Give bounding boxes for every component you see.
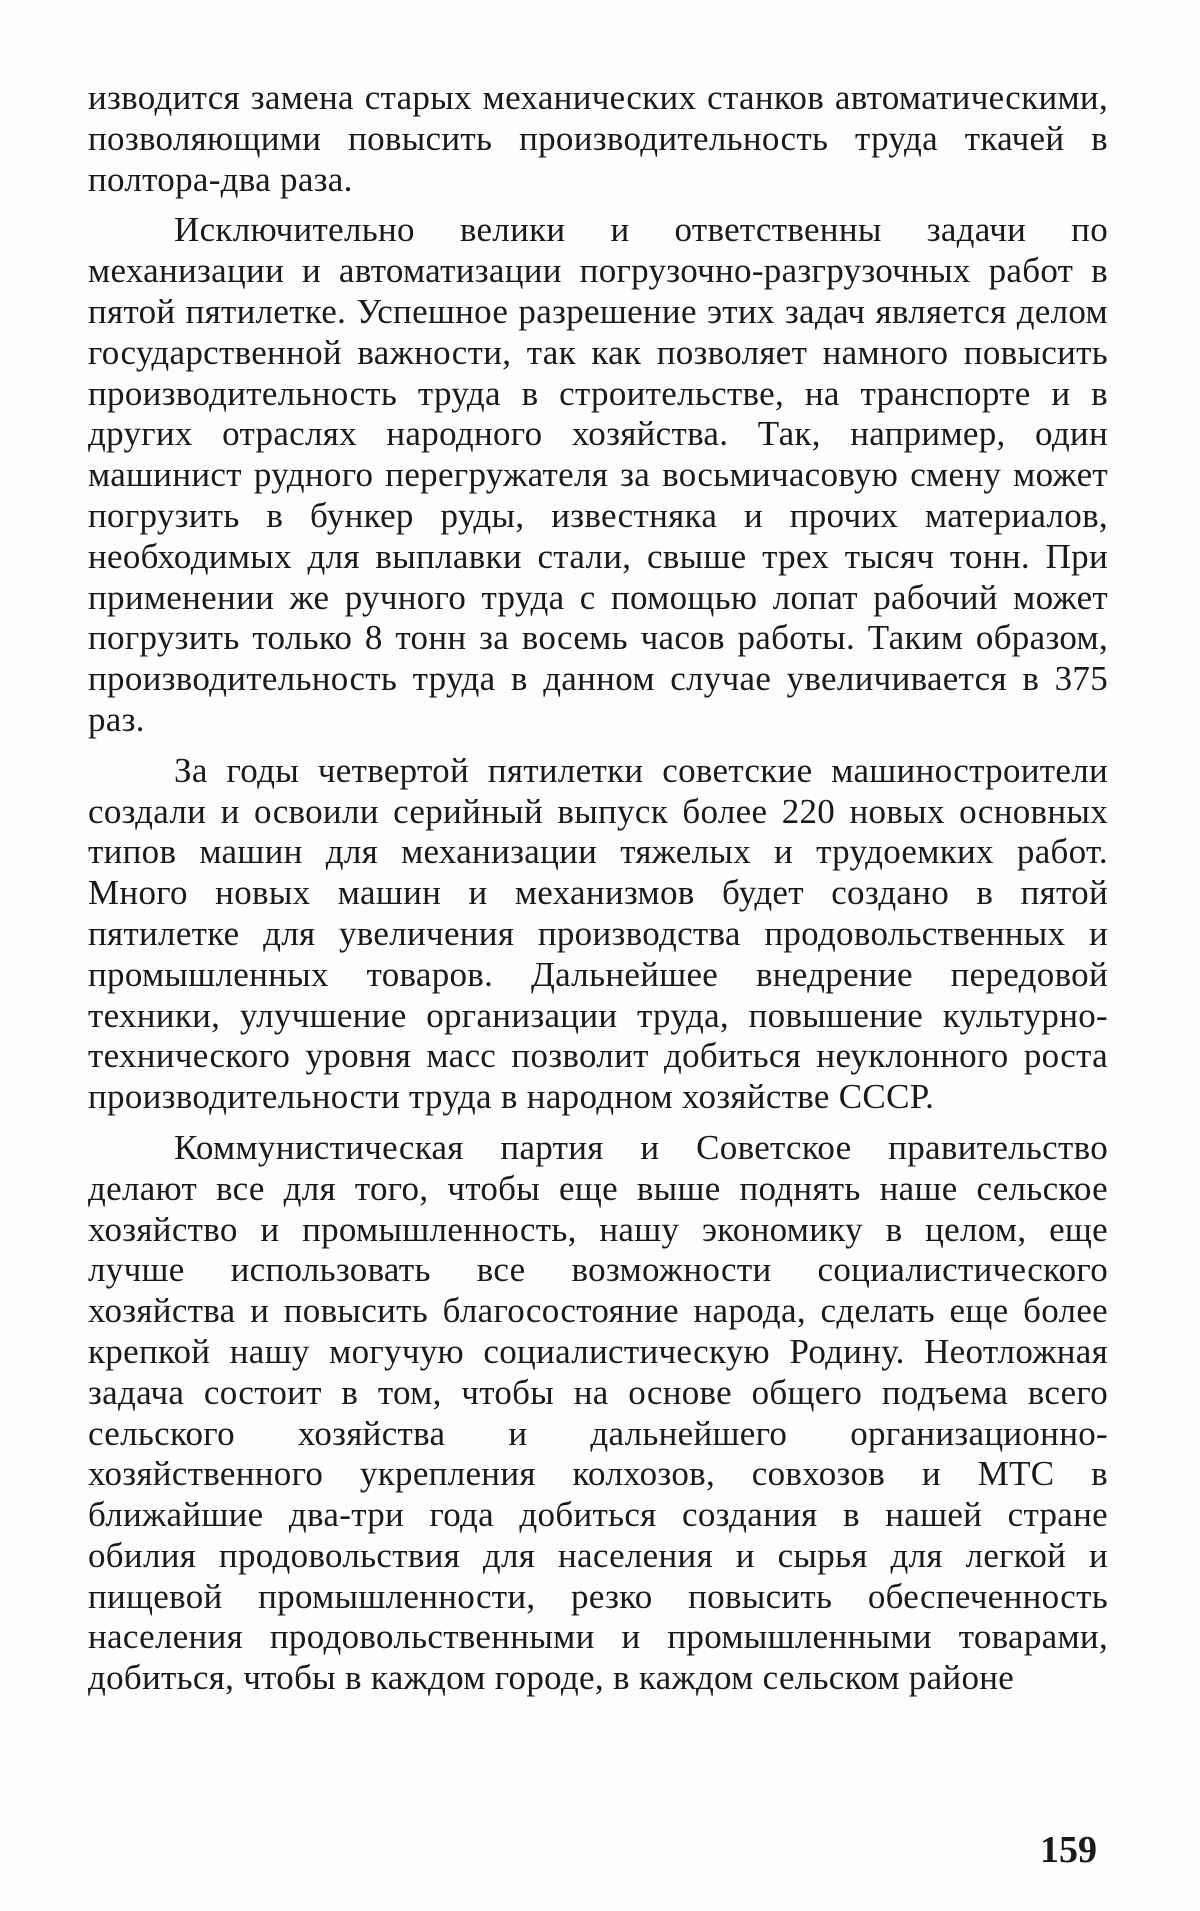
paragraph-mechanization: Исключительно велики и ответственны задачи по механизации и автоматизации погрузочно-разгрузочных работ в пятой пятилетке. Успешное разрешение этих задач является делом государственной важности, так как позволяет намного повысить производительность труда в строительстве, на транспорте и в других отраслях народного хозяйства. Так, например, один машинист рудного перегружателя за восьмичасовую смену может погрузить в бункер руды, известняка и прочих материалов, необходимых для выплавки стали, свыше трех тысяч тонн. При применении же ручного труда с помощью лопат рабочий может погрузить только 8 тонн за восемь часов работы. Таким образом, производительность труда в данном случае увеличивается в 375 раз. [88, 210, 1108, 739]
paragraph-fourth-five-year-plan: За годы четвертой пятилетки советские машиностроители создали и освоили серийный выпуск более 220 новых основных типов машин для механизации тяжелых и трудоемких работ. Много новых машин и механизмов будет создано в пятой пятилетке для увеличения производства продовольственных и промышленных товаров. Дальнейшее внедрение передовой техники, улучшение организации труда, повышение культурно-технического уровня масс позволит добиться неуклонного роста производительности труда в народном хозяйстве СССР. [88, 750, 1108, 1117]
page-number: 159 [1040, 1829, 1097, 1871]
paragraph-communist-party: Коммунистическая партия и Советское правительство делают все для того, чтобы еще выше поднять наше сельское хозяйство и промышленность, нашу экономику в целом, еще лучше использовать все возможности социалистического хозяйства и повысить благосостояние народа, сделать еще более крепкой нашу могучую социалистическую Родину. Неотложная задача состоит в том, чтобы на основе общего подъема всего сельского хозяйства и дальнейшего организационно-хозяйственного укрепления колхозов, совхозов и МТС в ближайшие два-три года добиться создания в нашей стране обилия продовольствия для населения и сырья для легкой и пищевой промышленности, резко повысить обеспеченность населения продовольственными и промышленными товарами, добиться, чтобы в каждом городе, в каждом сельском районе [88, 1127, 1108, 1698]
paragraph-continuation: изводится замена старых механических станков автоматическими, позволяющими повысить производительность труда ткачей в полтора-два раза. [88, 78, 1108, 199]
body-text [88, 78, 1108, 1709]
